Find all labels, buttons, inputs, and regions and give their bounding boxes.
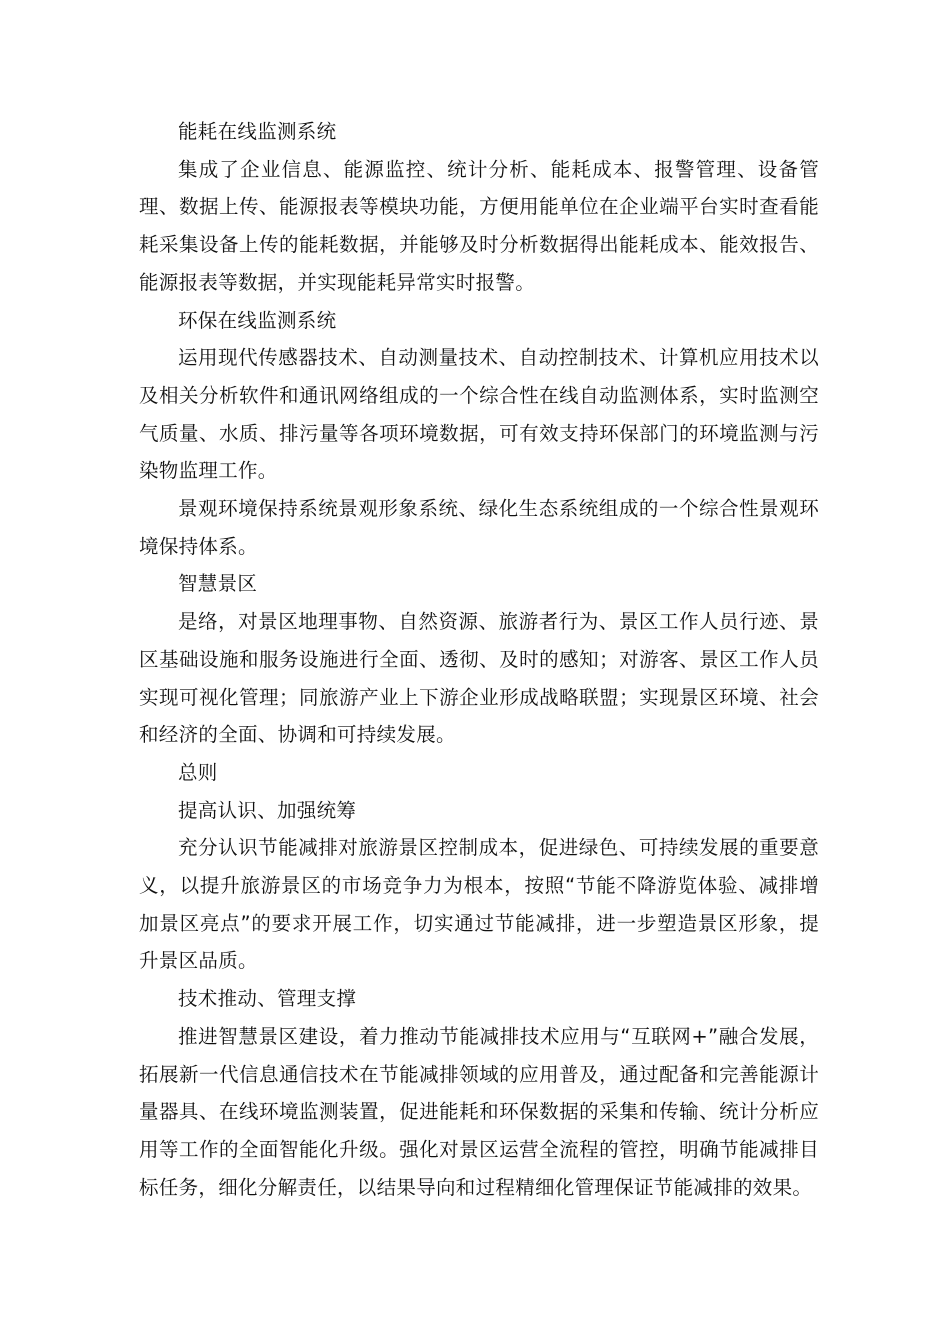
heading-environment-monitoring: 环保在线监测系统 [178,308,337,332]
paragraph-landscape-system: 景观环境保持系统景观形象系统、绿化生态系统组成的一个综合性景观环境保持体系。 [139,497,819,558]
paragraph-environment-monitoring: 运用现代传感器技术、自动测量技术、自动控制技术、计算机应用技术以及相关分析软件和通讯网络组成的一个综合性在线自动监测体系，实时监测空气质量、水质、排污量等各项环境数据，可有效支持环保部门的环境监测与污染物监理工作。 [139,346,819,483]
heading-energy-monitoring: 能耗在线监测系统 [178,120,337,143]
heading-raise-awareness: 提高认识、加强统筹 [178,798,357,822]
heading-technology-management: 技术推动、管理支撑 [178,987,357,1011]
paragraph-raise-awareness: 充分认识节能减排对旅游景区控制成本，促进绿色、可持续发展的重要意义，以提升旅游景区的市场竞争力为根本，按照“节能不降游览体验、减排增加景区亮点”的要求开展工作，切实通过节能减排，进一步塑造景区形象，提升景区品质。 [139,836,819,973]
heading-general-principles: 总则 [178,760,218,784]
paragraph-technology-management: 推进智慧景区建设，着力推动节能减排技术应用与“互联网+”融合发展，拓展新一代信息通信技术在节能减排领域的应用普及，通过配备和完善能源计量器具、在线环境监测装置，促进能耗和环保数据的采集和传输、统计分析应用等工作的全面智能化升级。强化对景区运营全流程的管控，明确节能减排目标任务，细化分解责任，以结果导向和过程精细化管理保证节能减排的效果。 [139,1024,819,1199]
paragraph-energy-monitoring: 集成了企业信息、能源监控、统计分析、能耗成本、报警管理、设备管理、数据上传、能源报表等模块功能，方便用能单位在企业端平台实时查看能耗采集设备上传的能耗数据，并能够及时分析数据得出能耗成本、能效报告、能源报表等数据，并实现能耗异常实时报警。 [139,157,819,294]
document-body [139,113,819,1206]
paragraph-smart-scenic-area: 是络，对景区地理事物、自然资源、旅游者行为、景区工作人员行迹、景区基础设施和服务设施进行全面、透彻、及时的感知；对游客、景区工作人员实现可视化管理；同旅游产业上下游企业形成战略联盟；实现景区环境、社会和经济的全面、协调和可持续发展。 [139,610,819,747]
heading-smart-scenic-area: 智慧景区 [178,572,258,596]
